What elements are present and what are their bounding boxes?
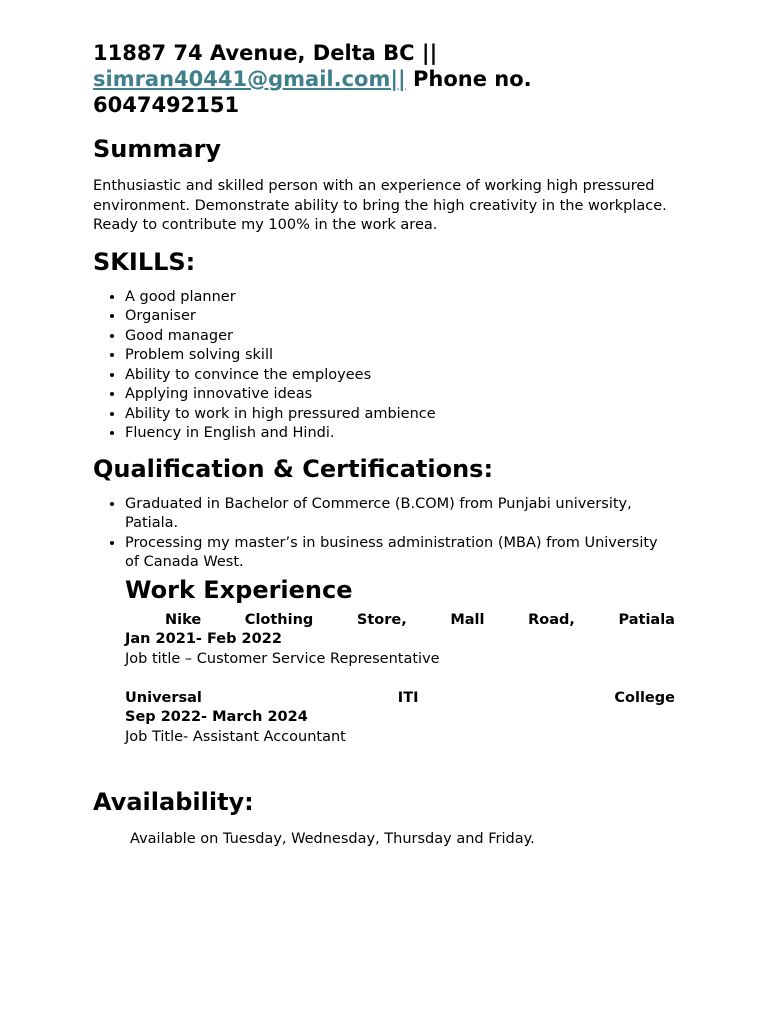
- list-item: • Ability to work in high pressured ambience: [125, 405, 675, 425]
- address-text: 11887 74 Avenue, Delta BC ||: [93, 41, 438, 65]
- employer-word: College: [614, 689, 675, 706]
- work-experience-section: [125, 575, 675, 748]
- list-item: • Graduated in Bachelor of Commerce (B.COM) from Punjabi university, Patiala.: [125, 495, 675, 534]
- job-title: Job title – Customer Service Representative: [125, 650, 440, 667]
- job-dates: Jan 2021- Feb 2022: [125, 631, 282, 647]
- qualifications-heading: Qualification & Certifications:: [93, 454, 494, 483]
- qualifications-list: [93, 495, 675, 573]
- list-item: • Applying innovative ideas: [125, 385, 675, 405]
- phone-label: Phone no.: [405, 67, 532, 91]
- availability-heading: Availability:: [93, 788, 254, 816]
- phone-number: 6047492151: [93, 93, 240, 117]
- employer-word: Mall: [450, 611, 485, 628]
- availability-text: Available on Tuesday, Wednesday, Thursday and Friday.: [130, 831, 535, 847]
- list-item: • Processing my master’s in business administration (MBA) from University of Canada West.: [125, 534, 675, 573]
- employer-word: Store,: [356, 611, 407, 628]
- contact-block: [93, 40, 675, 118]
- list-item: • Good manager: [125, 327, 675, 347]
- email-link[interactable]: simran40441@gmail.com||: [93, 67, 406, 91]
- employer-word: Patiala: [618, 611, 675, 628]
- summary-text: Enthusiastic and skilled person with an experience of working high pressured environment. Demonstrate ability to bring the high creativity in the workplace. Ready to contribute my 100% in the work area.: [93, 178, 667, 233]
- list-item: • Problem solving skill: [125, 346, 675, 366]
- skills-heading: SKILLS:: [93, 247, 196, 276]
- employer-word: Road,: [528, 611, 575, 628]
- summary-heading: Summary: [93, 135, 222, 163]
- spacer: [125, 669, 675, 689]
- list-item: • Fluency in English and Hindi.: [125, 424, 675, 444]
- job-title: Job Title- Assistant Accountant: [125, 728, 346, 745]
- list-item: • A good planner: [125, 288, 675, 308]
- list-item: • Organiser: [125, 307, 675, 327]
- list-item: • Ability to convince the employees: [125, 366, 675, 386]
- work-experience-heading: Work Experience: [125, 575, 353, 604]
- employer-word: ITI: [397, 689, 419, 706]
- job-employer: [125, 611, 675, 631]
- job-dates: Sep 2022- March 2024: [125, 709, 308, 725]
- resume-page: [93, 40, 675, 850]
- job-employer: [125, 689, 675, 709]
- employer-word: Nike: [165, 611, 202, 628]
- employer-word: Clothing: [244, 611, 314, 628]
- employer-word: Universal: [125, 689, 202, 706]
- skills-list: [93, 288, 675, 444]
